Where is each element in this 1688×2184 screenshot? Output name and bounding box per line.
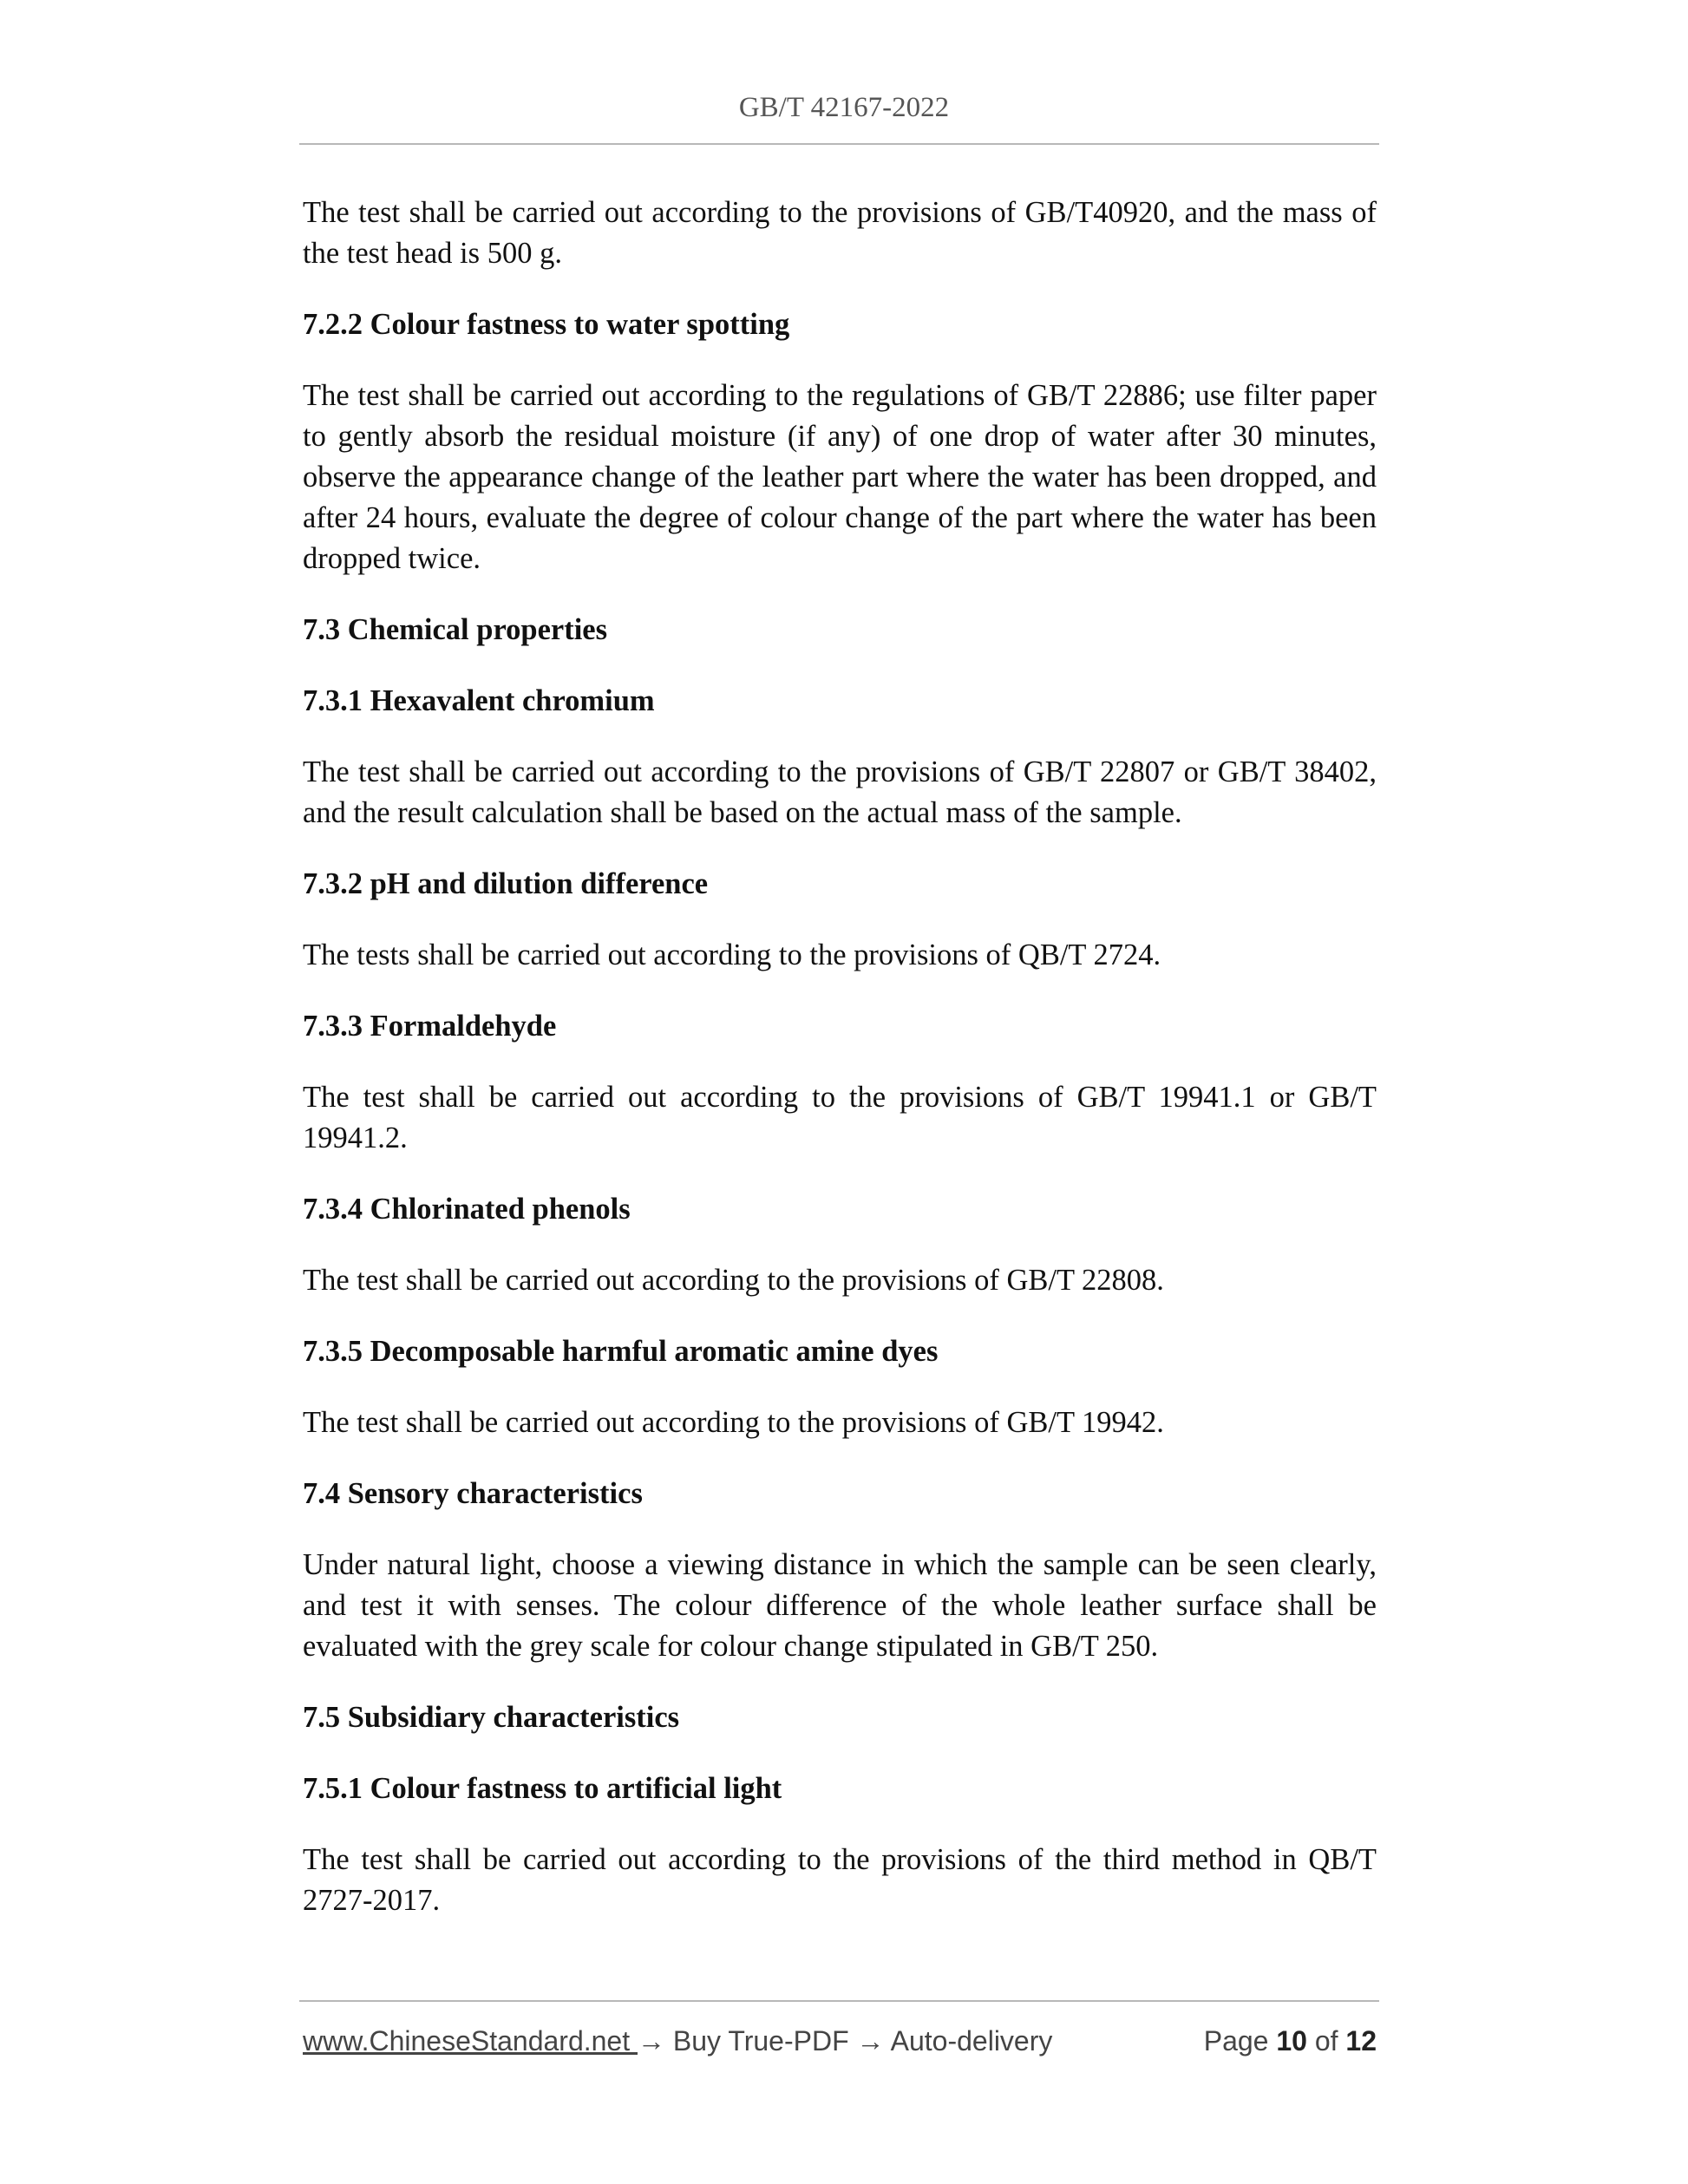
section-heading: 7.3.1 Hexavalent chromium bbox=[303, 684, 655, 717]
section-heading: 7.3.3 Formaldehyde bbox=[303, 1010, 557, 1043]
header-divider bbox=[299, 143, 1379, 145]
current-page-number: 10 bbox=[1276, 2025, 1307, 2056]
footer-divider bbox=[299, 2000, 1379, 2002]
total-pages-number: 12 bbox=[1345, 2025, 1377, 2056]
section-heading: 7.5.1 Colour fastness to artificial light bbox=[303, 1772, 782, 1805]
site-link[interactable]: www.ChineseStandard.net bbox=[303, 2025, 638, 2056]
document-id: GB/T 42167-2022 bbox=[738, 92, 950, 123]
paragraph: The test shall be carried out according to the provisions of GB/T 19941.1 or GB/T 19941.2. bbox=[303, 1081, 1377, 1154]
paragraph: The test shall be carried out according to the provisions of GB/T 19942. bbox=[303, 1406, 1164, 1439]
paragraph: The tests shall be carried out according to the provisions of QB/T 2724. bbox=[303, 938, 1161, 971]
section-heading: 7.3.2 pH and dilution difference bbox=[303, 867, 709, 900]
page-label: Page bbox=[1203, 2025, 1269, 2056]
section-heading: 7.2.2 Colour fastness to water spotting bbox=[303, 308, 790, 341]
of-label: of bbox=[1314, 2025, 1338, 2056]
paragraph: The test shall be carried out according to the provisions of GB/T40920, and the mass of the test head is 500 g. bbox=[303, 196, 1377, 270]
page-body bbox=[303, 193, 1377, 1952]
section-heading: 7.3 Chemical properties bbox=[303, 613, 608, 646]
running-header bbox=[0, 90, 1688, 125]
paragraph: The test shall be carried out according to the provisions of GB/T 22808. bbox=[303, 1264, 1164, 1297]
page-footer bbox=[303, 2022, 1377, 2060]
footer-tagline: → Buy True-PDF → Auto-delivery bbox=[638, 2025, 1053, 2056]
footer-left bbox=[303, 2022, 1052, 2060]
paragraph: The test shall be carried out according to the regulations of GB/T 22886; use filter paper to gently absorb the residual moisture (if any) of one drop of water after 30 minutes, observe the appearance change of the leather part where the water has been dropped, and after 24 hours, evaluate the degree of colour change of the part where the water has been dropped twice. bbox=[303, 379, 1377, 575]
section-heading: 7.5 Subsidiary characteristics bbox=[303, 1701, 680, 1734]
page-indicator bbox=[1204, 2022, 1377, 2060]
paragraph: Under natural light, choose a viewing distance in which the sample can be seen clearly, and test it with senses. The colour difference of the whole leather surface shall be evaluated with the grey scale for colour change stipulated in GB/T 250. bbox=[303, 1548, 1377, 1663]
paragraph: The test shall be carried out according to the provisions of the third method in QB/T 2727-2017. bbox=[303, 1843, 1377, 1917]
section-heading: 7.4 Sensory characteristics bbox=[303, 1477, 643, 1510]
section-heading: 7.3.4 Chlorinated phenols bbox=[303, 1193, 631, 1226]
paragraph: The test shall be carried out according to the provisions of GB/T 22807 or GB/T 38402, and the result calculation shall be based on the actual mass of the sample. bbox=[303, 755, 1377, 829]
section-heading: 7.3.5 Decomposable harmful aromatic amine dyes bbox=[303, 1335, 939, 1368]
